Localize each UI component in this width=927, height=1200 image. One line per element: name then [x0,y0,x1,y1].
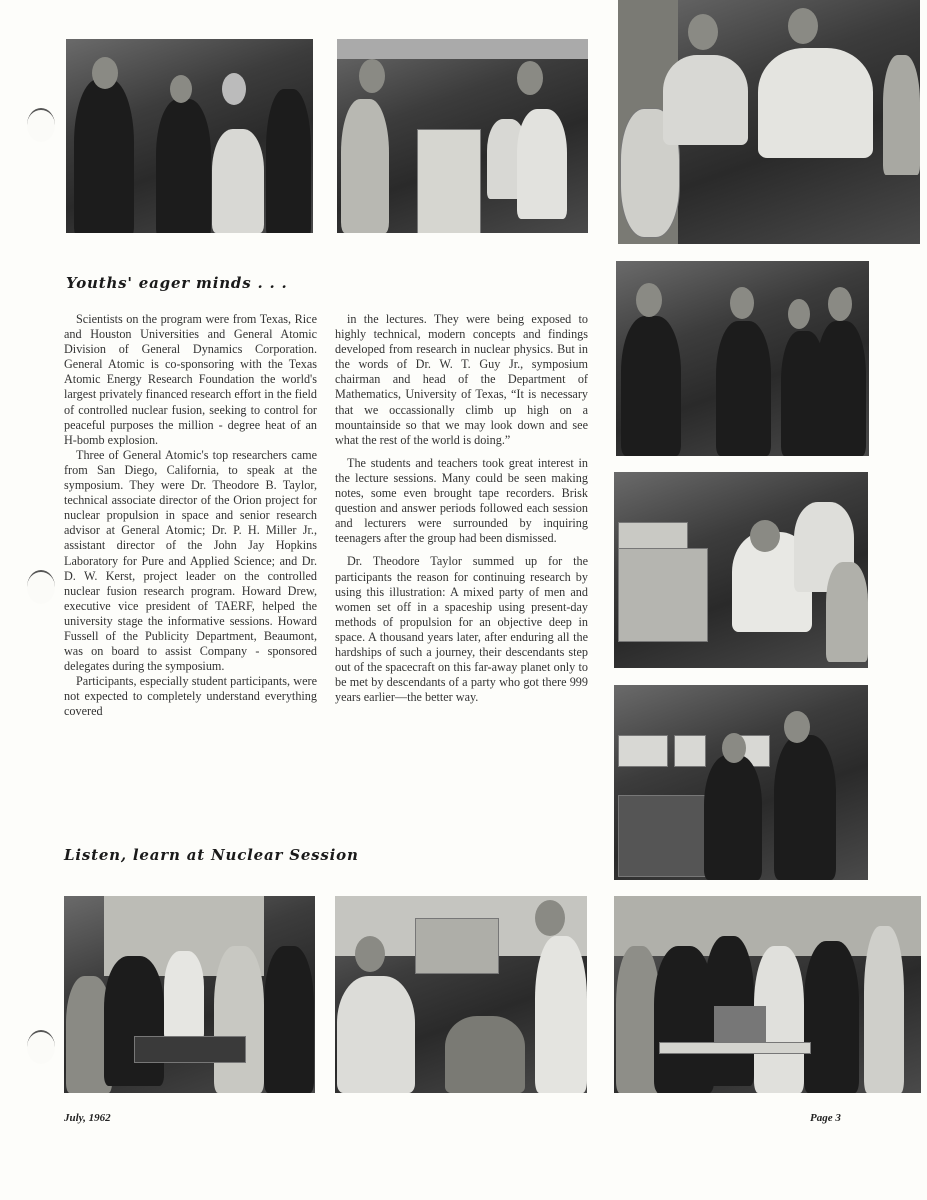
photo-top-right [618,0,920,244]
punch-hole-middle [27,570,55,604]
article-column-2 [335,312,588,705]
paragraph: Dr. Theodore Taylor summed up for the participants the reason for continuing research by using this illustration: A mixed party of men and women set off in a spaceship using present-day methods of propulsion for an objective deep in space. A thousand years later, after enduring all the hardships of such a journey, their descendants step out of the spacecraft on this far-away planet only to be met by descendants of a party who got there 999 years earlier—the better way. [335,554,588,705]
paragraph: The students and teachers took great interest in the lecture sessions. Many could be seen making notes, some even brought tape recorders. Brisk question and answer periods followed each session and lecturers were surrounded by inquiring teenagers after the group had been dismissed. [335,455,588,546]
punch-hole-bottom [27,1030,55,1064]
punch-hole-top [27,108,55,142]
headline-listen-learn: Listen, learn at Nuclear Session [64,846,359,864]
photo-right-4 [614,685,868,880]
paragraph: Three of General Atomic's top researchers came from San Diego, California, to speak at the symposium. They were Dr. Theodore B. Taylor, technical associate director of the Orion project for nuclear propulsion in space and senior research advisor at General Atomic; Dr. P. H. Miller Jr., assistant director of the John Jay Hopkins Laboratory for Pure and Applied Science; and Dr. D. W. Kerst, project leader on the controlled nuclear fusion research program. Howard Drew, executive vice president of TAERF, helped the university stage the informative sessions. Howard Fussell of the Publicity Department, Beaumont, was on board to assist Company - sponsored delegates during the symposium. [64,447,317,674]
photo-bottom-left [64,896,315,1093]
photo-right-2 [616,261,869,456]
paragraph: Participants, especially student participants, were not expected to completely understand everything covered [64,674,317,719]
footer-date: July, 1962 [64,1112,111,1124]
photo-top-left [66,39,313,233]
photo-bottom-center [335,896,587,1093]
article-column-1 [64,312,317,720]
photo-right-3 [614,472,868,668]
photo-bottom-right [614,896,921,1093]
paragraph: in the lectures. They were being exposed to highly technical, modern concepts and findings developed from research in nuclear physics. But in the words of Dr. W. T. Guy Jr., symposium chairman and head of the Department of Mathematics, University of Texas, “It is necessary that we occassionally climb up high on a mountainside so that we may look down and see what the rest of the world is doing.” [335,312,588,447]
footer-page-number: Page 3 [810,1112,841,1124]
photo-top-center [337,39,588,233]
headline-youths-eager-minds: Youths' eager minds . . . [66,274,288,292]
paragraph: Scientists on the program were from Texas, Rice and Houston Universities and General Atomic Division of General Dynamics Corporation. General Atomic is co-sponsoring with the Texas Atomic Energy Research Foundation the world's largest privately financed research effort in the field of controlled nuclear fusion, seeking to control for peaceful purposes the million - degree heat of an H-bomb explosion. [64,312,318,447]
